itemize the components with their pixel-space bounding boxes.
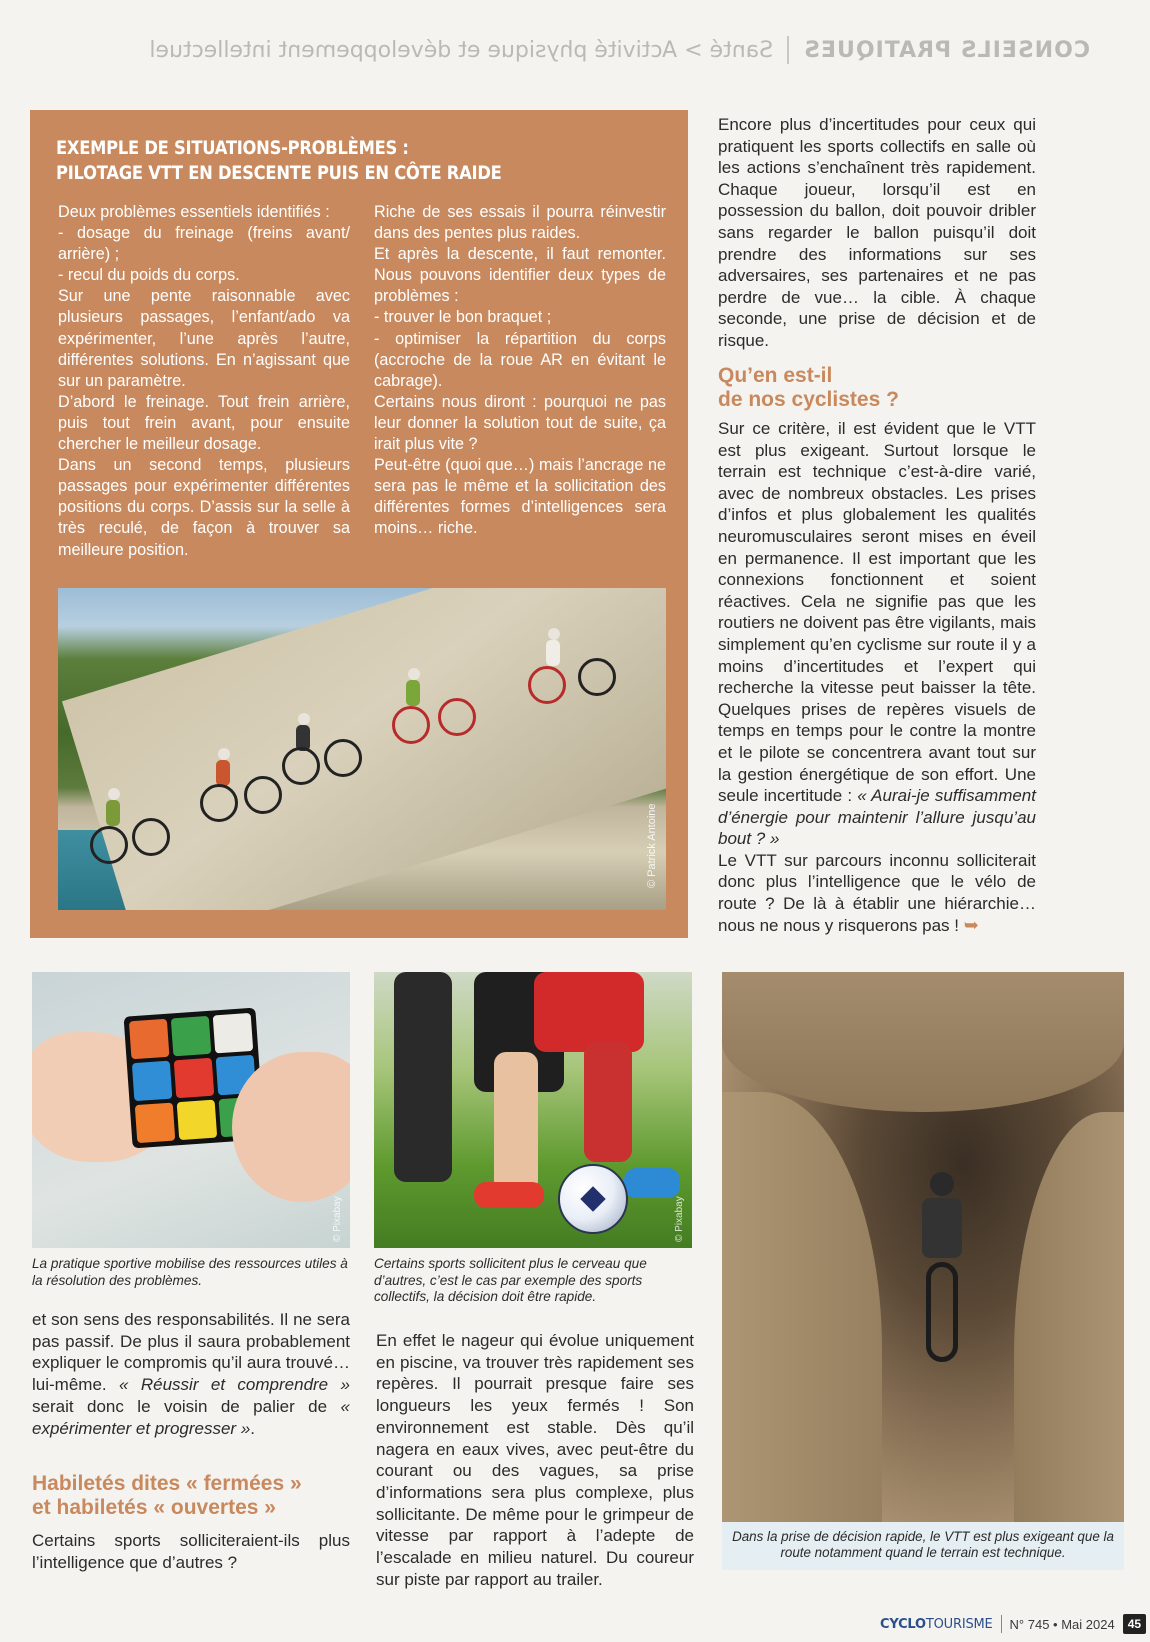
header-divider: [787, 36, 789, 64]
rock-arch: [722, 972, 1124, 1112]
box-paragraph: - recul du poids du corps.: [58, 266, 240, 285]
brand-part: TOURISME: [925, 1616, 993, 1632]
quote: « Réussir et comprendre »: [119, 1375, 350, 1395]
player-shorts: [534, 972, 644, 1052]
box-paragraph: Riche de ses essais il pourra réinvestir dans des pentes plus raides.: [374, 203, 666, 243]
bottom-column-1-after: [32, 1530, 350, 1573]
paragraph-text: Le VTT sur parcours inconnu solliciterait donc plus l’intelligence que le vélo de route ? De là à établir une hiérarchie… nous ne nous y risquerons pas !: [718, 850, 1036, 935]
box-paragraph: Certains nous diront : pourquoi ne pas leur donner la solution tout de suite, ça irait plus vite ?: [374, 392, 666, 454]
paragraph: [718, 418, 1036, 850]
cube-caption: La pratique sportive mobilise des ressources utiles à la résolution des problèmes.: [32, 1256, 348, 1288]
paragraph: [32, 1309, 350, 1439]
cave-cyclist: [912, 1172, 972, 1372]
bottom-column-1: [32, 1309, 350, 1439]
right-column-intro: [718, 114, 1036, 352]
paragraph-text: .: [250, 1418, 256, 1438]
player-leg: [494, 1052, 538, 1192]
box-paragraph: D’abord le freinage. Tout frein arrière, puis tout frein avant, pour ensuite chercher le meilleur dosage.: [58, 392, 350, 454]
box-paragraph: Et après la descente, il faut remonter. Nous pouvons identifier deux types de problèmes :: [374, 245, 666, 306]
heading-line: Qu’en est-il: [718, 364, 833, 387]
heading-line: de nos cyclistes ?: [718, 388, 899, 411]
paragraph-text: serait donc le voisin de palier de: [32, 1396, 341, 1416]
brand-part: CYCLO: [880, 1616, 926, 1632]
box-paragraph: Sur une pente raisonnable avec plusieurs passages, l’enfant/ado va expérimenter, l’une après l’autre, différentes solutions. En n’agissant que sur un paramètre.: [58, 287, 350, 390]
football-photo: [374, 972, 692, 1248]
rock-wall: [722, 1092, 882, 1522]
situation-problem-box: [30, 110, 688, 938]
section-heading-skills: [32, 1472, 350, 1520]
photo-credit: © Patrick Antoine: [646, 803, 658, 888]
box-paragraph: - dosage du freinage (freins avant/ arrière) ;: [58, 224, 350, 264]
box-paragraph: Peut-être (quoi que…) mais l’ancrage ne sera pas le même et la sollicitation des différentes formes d’intelligences sera moins… riche.: [374, 456, 666, 538]
heading-line: Habiletés dites « fermées »: [32, 1472, 302, 1495]
header-breadcrumb: Santé > Activité physique et développement intellectuel: [149, 37, 774, 63]
paragraph: Encore plus d’incertitudes pour ceux qui pratiquent les sports collectifs en salle où les actions s’enchaînent très rapidement. Chaque joueur, lorsqu’il est en possession du ballon, doit pouvoir dribler sans regarder le ballon puisqu’il doit prendre des informations sur ses adversaires, ses partenaires et ne pas perdre de vue… la cible. À chaque seconde, une prise de décision et de risque.: [718, 115, 1036, 350]
paragraph-text: Sur ce critère, il est évident que le VTT est plus exigeant. Surtout lorsque le terrain est technique c’est-à-dire varié, avec de nombreux obstacles. Les prises d’infos et plus globalement les qualités neuromusculaires seront mises en éveil en permanence. Il est important que les connexions fonctionnent et soient réactives. Cela ne signifie pas que les routiers ne doivent pas être vigilants, mais simplement qu’en cyclisme sur route il y a moins d’incertitudes et l’expert qui recherche la vitesse peut baisser la tête. Quelques prises de repères visuels de temps en temps pour le contre la montre et le pilote se concentrera avant tout sur la gestion énergétique de son effort. Une seule incertitude :: [718, 419, 1036, 806]
heading-line: et habiletés « ouvertes »: [32, 1496, 276, 1519]
paragraph: Certains sports solliciteraient-ils plus l’intelligence que d’autres ?: [32, 1531, 350, 1572]
player-sock: [584, 1042, 632, 1162]
football-caption: Certains sports sollicitent plus le cerveau que d’autres, c’est le cas par exemple des sports collectifs, la décision doit être rapide.: [374, 1256, 647, 1304]
magazine-brand: [880, 1617, 993, 1632]
box-paragraph: Deux problèmes essentiels identifiés :: [58, 203, 330, 221]
box-paragraph: Dans un second temps, plusieurs passages pour expérimenter différentes positions du corps. D’assis sur la selle à très reculé, de façon à trouver sa meilleure position.: [58, 456, 350, 559]
paragraph: [718, 850, 1036, 936]
rubiks-cube-photo: [32, 972, 350, 1248]
box-title: [56, 136, 589, 186]
page-number: 45: [1123, 1614, 1146, 1634]
box-column-1: [58, 202, 350, 561]
quote: « expérimenter et progresser »: [32, 1396, 350, 1438]
header-category: CONSEILS PRATIQUES: [803, 37, 1090, 63]
player-boot: [624, 1168, 680, 1198]
hill-slope: [62, 588, 666, 910]
box-paragraph: - trouver le bon braquet ;: [374, 308, 552, 327]
continue-arrow-icon: ➥: [963, 914, 979, 935]
photo-credit: © Pixabay: [674, 1196, 685, 1242]
box-paragraph: - optimiser la répartition du corps (accroche de la roue AR en évitant le cabrage).: [374, 329, 666, 390]
footer-divider: [1001, 1615, 1002, 1633]
issue-info: N° 745 • Mai 2024: [1009, 1616, 1115, 1632]
cave-mountain-bike-photo: [722, 972, 1124, 1522]
quote: « Aurai-je suffisamment d’énergie pour maintenir l’allure jusqu’au bout ? »: [718, 786, 1036, 849]
cave-caption: Dans la prise de décision rapide, le VTT est plus exigeant que la route notamment quand le terrain est technique.: [722, 1522, 1124, 1570]
bottom-column-2: [376, 1330, 694, 1590]
section-heading-cyclists: [718, 364, 899, 412]
page-footer: [880, 1612, 1146, 1636]
football-ball: [558, 1164, 628, 1234]
photo-credit: © Pixabay: [332, 1196, 343, 1242]
box-title-line1: EXEMPLE DE SITUATIONS-PROBLÈMES :: [56, 137, 409, 159]
paragraph: En effet le nageur qui évolue uniquement en piscine, va trouver très rapidement ses repères. Il pourrait presque faire ses longueurs les yeux fermés ! Son environnement est stable. Dès qu’il nagera en eaux vives, avec peut-être du courant ou des vagues, sa prise d’informations sera plus complexe, plus sollicitante. De même pour le grimpeur de vitesse par rapport à l’adepte de l’escalade en milieu naturel. Du coureur sur piste par rapport au trailer.: [376, 1331, 694, 1589]
right-column-body: [718, 418, 1036, 936]
rock-wall: [1014, 1112, 1124, 1522]
player-leg: [394, 972, 452, 1182]
player-boot: [474, 1182, 544, 1208]
box-title-line2: PILOTAGE VTT EN DESCENTE PUIS EN CÔTE RAIDE: [56, 162, 502, 184]
box-column-2: [374, 202, 666, 540]
paragraph-text: et son sens des responsabilités. Il ne sera pas passif. De plus il saura probablement expliquer le compromis qu’il aura trouvé… lui-même.: [32, 1310, 350, 1395]
page-header: [140, 30, 1090, 70]
mountain-bike-group-photo: [58, 588, 666, 910]
